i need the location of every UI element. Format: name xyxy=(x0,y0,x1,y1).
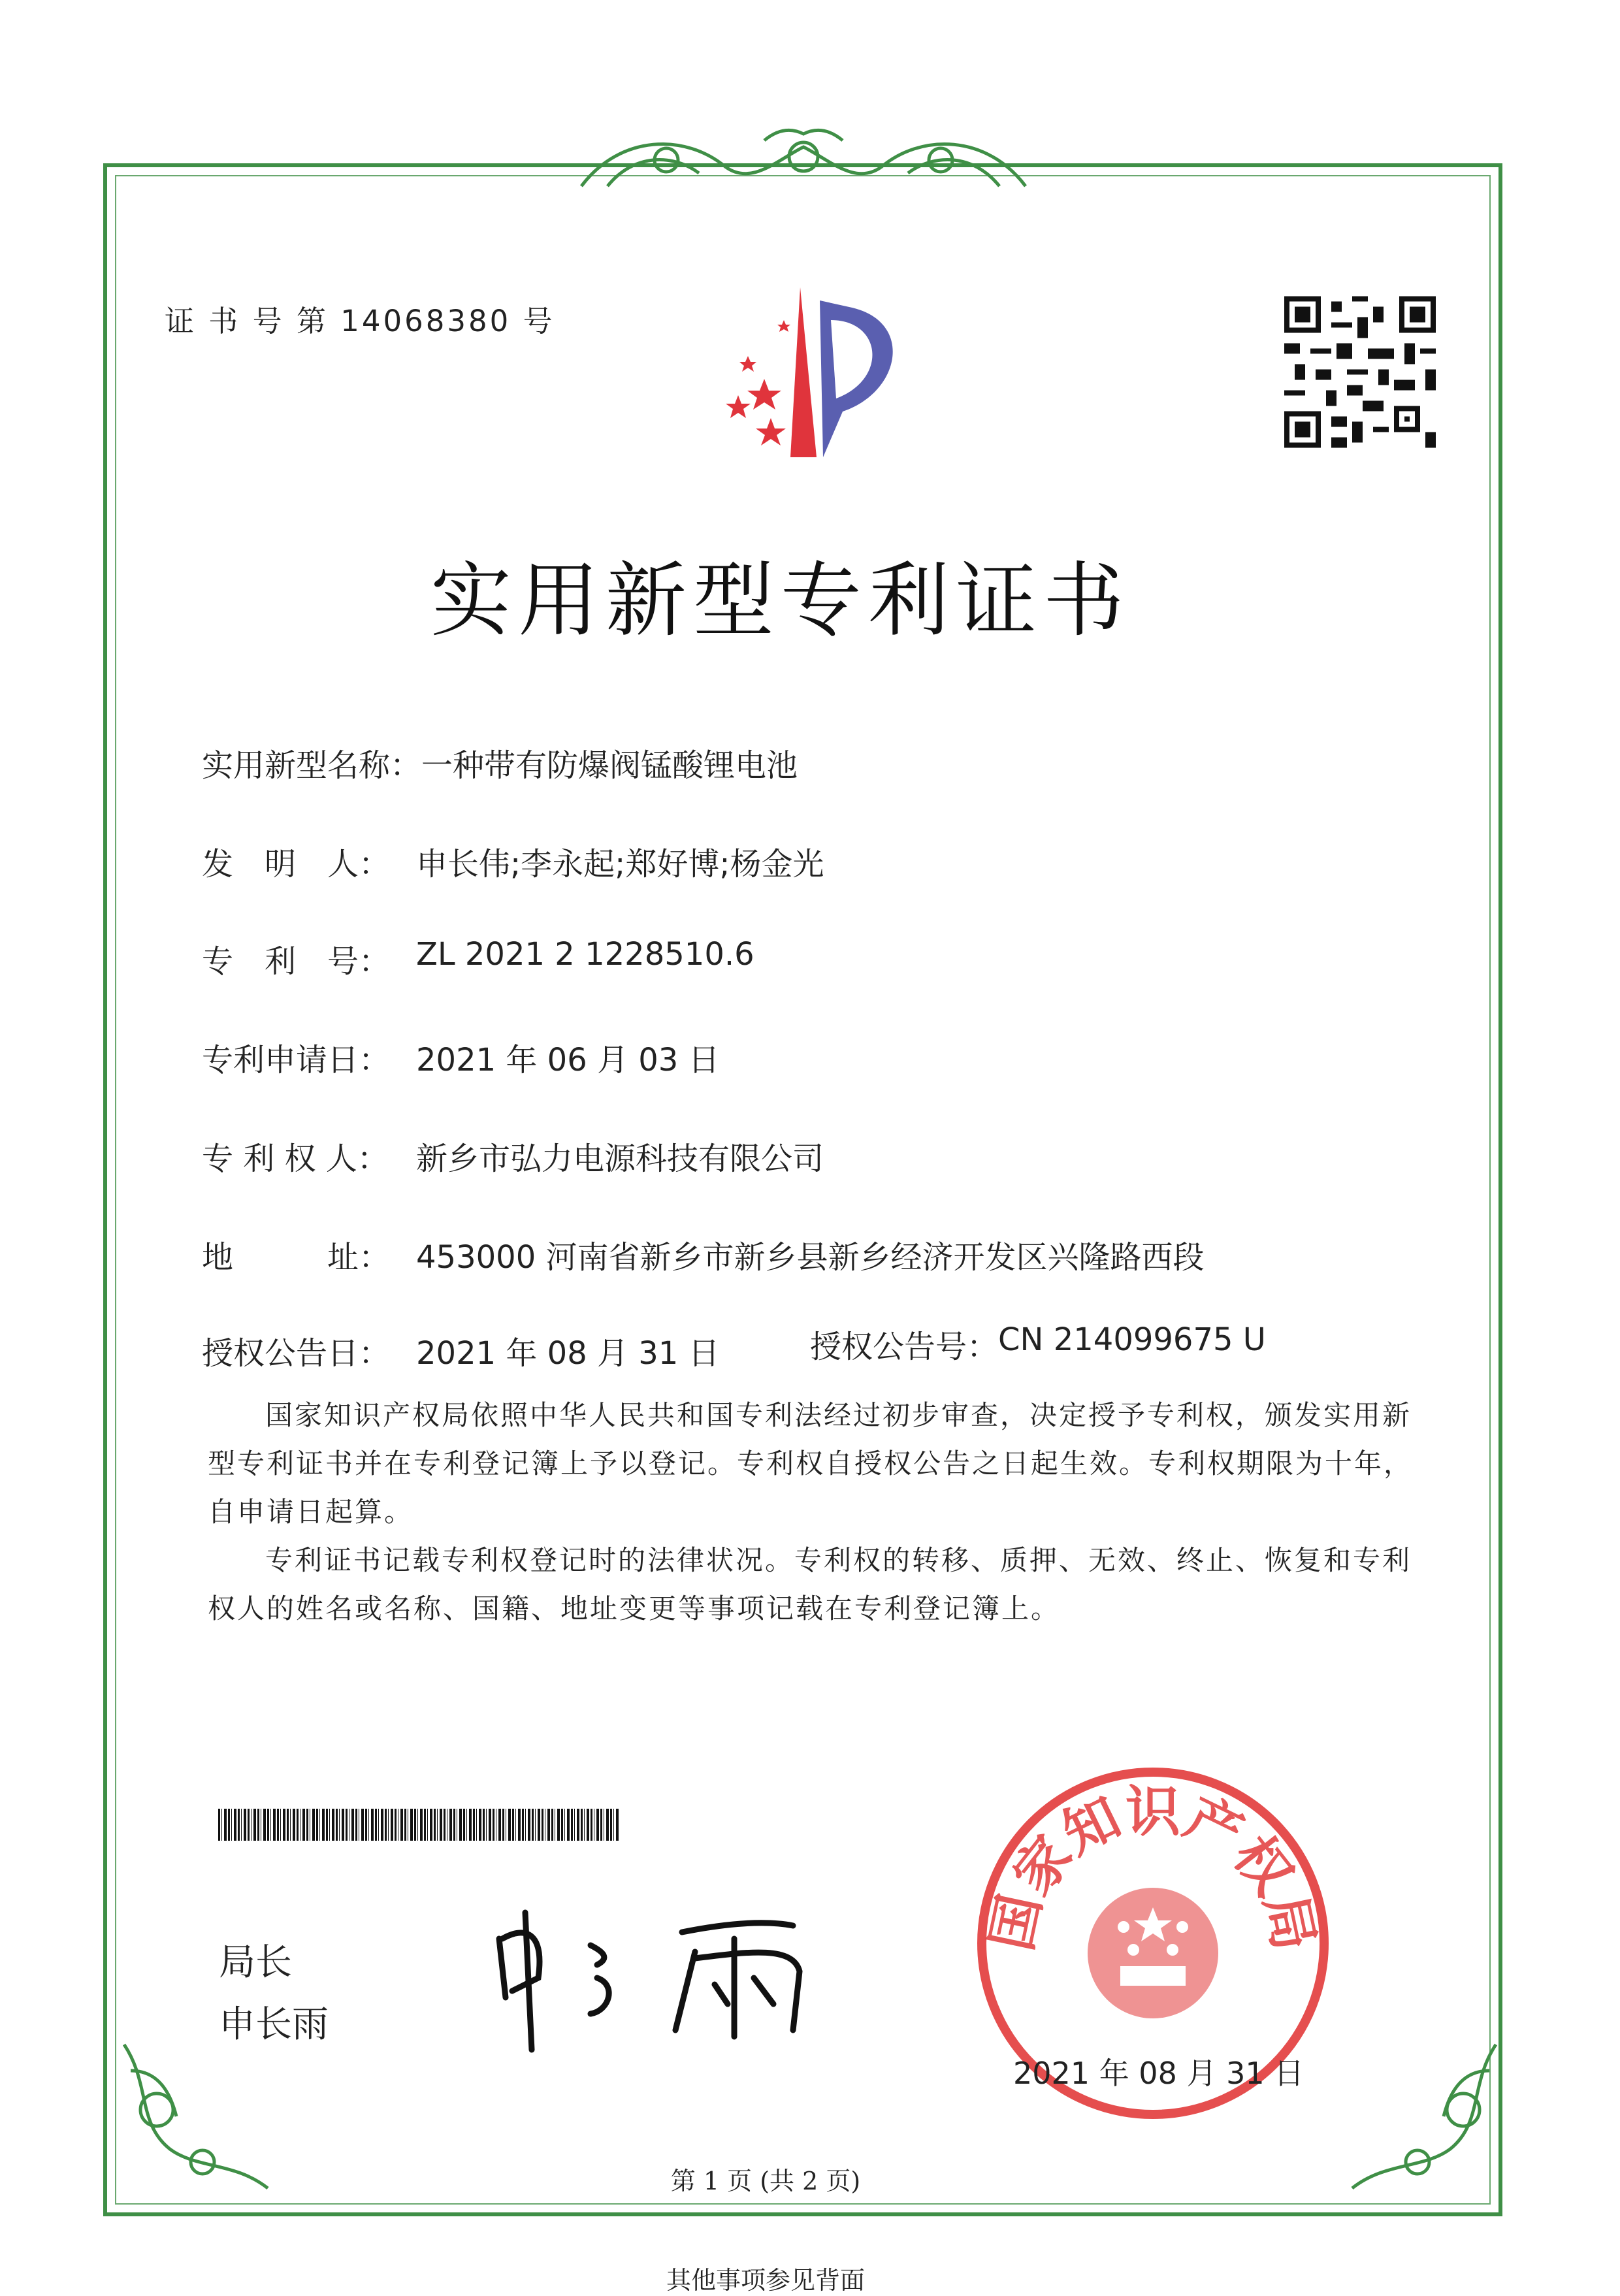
field-label: 专 利 权 人： xyxy=(202,1140,389,1177)
page-indicator: 第 1 页 (共 2 页) xyxy=(670,2167,861,2195)
field-utility-model-name xyxy=(202,740,798,785)
handwritten-signature xyxy=(486,1900,817,2054)
signatory-title: 局长 xyxy=(219,1941,292,1984)
seal-text: 国家知识产权局 xyxy=(979,1779,1327,1956)
field-value: 申长伟;李永起;郑好博;杨金光 xyxy=(416,846,824,882)
field-label: 专 利 号： xyxy=(202,943,391,980)
field-value: 2021 年 06 月 03 日 xyxy=(416,1042,720,1078)
field-grant-date xyxy=(202,1328,720,1373)
cnipa-logo-icon xyxy=(686,281,921,464)
field-value: ZL 2021 2 1228510.6 xyxy=(416,936,754,973)
qr-code xyxy=(1284,295,1436,449)
field-label: 授权公告号： xyxy=(810,1329,999,1365)
signatory-name: 申长雨 xyxy=(219,2003,329,2046)
grant-statement: 国家知识产权局依照中华人民共和国专利法经过初步审查，决定授予专利权，颁发实用新型专利证书并在专利登记簿上予以登记。专利权自授权公告之日起生效。专利权期限为十年，自申请日起算。 xyxy=(208,1399,1414,1528)
field-application-date xyxy=(202,1035,720,1080)
field-label: 授权公告日： xyxy=(202,1335,391,1372)
field-value: CN 214099675 U xyxy=(998,1321,1266,1358)
page-title: 实用新型专利证书 xyxy=(430,554,1131,648)
field-label: 实用新型名称： xyxy=(202,747,422,784)
field-inventors xyxy=(202,839,824,884)
back-note: 其他事项参见背面 xyxy=(666,2266,865,2295)
field-value: 2021 年 08 月 31 日 xyxy=(416,1335,720,1372)
barcode xyxy=(218,1809,619,1841)
field-value: 新乡市弘力电源科技有限公司 xyxy=(416,1140,824,1177)
field-patentee xyxy=(202,1133,824,1178)
field-label: 地 址： xyxy=(202,1239,391,1276)
field-patent-number xyxy=(202,936,754,981)
field-announcement-number xyxy=(810,1321,1266,1366)
field-value: 一种带有防爆阀锰酸锂电池 xyxy=(421,747,798,784)
certificate-number: 证 书 号 第 14068380 号 xyxy=(165,304,555,338)
top-ornament-icon xyxy=(568,121,1039,202)
field-label: 专利申请日： xyxy=(202,1042,391,1078)
field-label: 发 明 人： xyxy=(202,846,391,882)
legal-status-statement: 专利证书记载专利权登记时的法律状况。专利权的转移、质押、无效、终止、恢复和专利权人的姓名或名称、国籍、地址变更等事项记载在专利登记簿上。 xyxy=(208,1544,1412,1625)
seal-date: 2021 年 08 月 31 日 xyxy=(1013,2056,1304,2091)
field-address xyxy=(202,1232,1205,1277)
field-value: 453000 河南省新乡市新乡县新乡经济开发区兴隆路西段 xyxy=(416,1239,1205,1276)
